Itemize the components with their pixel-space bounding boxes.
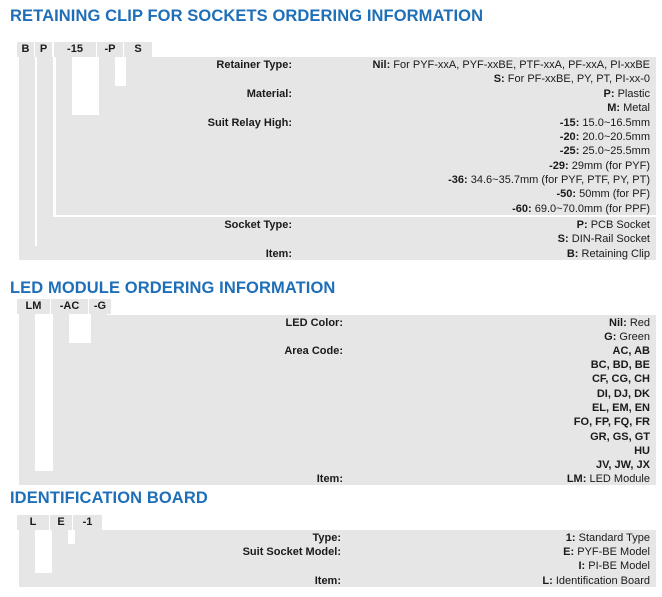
- option-text: Metal: [623, 101, 650, 114]
- option-text: LED Module: [589, 472, 650, 485]
- option-code: P: [603, 87, 611, 100]
- option-code: -36: [448, 173, 465, 186]
- option-code: Nil: [609, 316, 624, 329]
- option-code: P: [576, 218, 584, 231]
- option-code: JV, JW, JX: [595, 459, 650, 472]
- option-code: FO, FP, FQ, FR: [573, 416, 650, 429]
- option-line: [592, 372, 650, 386]
- option-line: [549, 159, 650, 173]
- option-line: [567, 472, 650, 486]
- option-code: CF, CG, CH: [591, 373, 650, 386]
- code-segment: -15: [54, 42, 96, 57]
- option-code: AC, AB: [612, 344, 650, 357]
- option-colon: :: [610, 87, 615, 100]
- field-label: Area Code:: [284, 344, 343, 357]
- option-line: [448, 173, 650, 187]
- option-code: S: [493, 72, 502, 85]
- option-colon: :: [464, 173, 468, 186]
- option-line: [567, 247, 650, 261]
- option-code: B: [566, 247, 575, 260]
- option-code: -29: [549, 159, 566, 172]
- option-code: -15: [559, 116, 576, 129]
- option-text: DIN-Rail Socket: [571, 232, 650, 245]
- option-text: Identification Board: [555, 574, 650, 587]
- option-line: [613, 344, 650, 358]
- field-label: Material:: [246, 87, 292, 100]
- option-code: L: [542, 574, 550, 587]
- option-code: EL, EM, EN: [591, 401, 650, 414]
- option-code: -60: [512, 202, 529, 215]
- option-line: [607, 101, 650, 115]
- option-line: [604, 330, 650, 344]
- field-label: Type:: [312, 531, 341, 544]
- code-segment: -P: [97, 42, 123, 57]
- option-text: Plastic: [617, 87, 650, 100]
- option-text: Standard Type: [578, 531, 650, 544]
- option-text: 20.0~20.5mm: [582, 130, 650, 143]
- option-code: DI, DJ, DK: [596, 387, 650, 400]
- option-line: [373, 58, 651, 72]
- code-segment: -1: [73, 515, 102, 530]
- code-segment: -G: [89, 299, 111, 314]
- option-colon: :: [574, 247, 579, 260]
- option-colon: :: [386, 58, 391, 71]
- option-text: PCB Socket: [590, 218, 650, 231]
- option-text: 69.0~70.0mm (for PPF): [534, 202, 650, 215]
- option-line: [609, 316, 650, 330]
- option-text: Green: [619, 330, 650, 343]
- option-line: [578, 559, 650, 573]
- code-segment: LM: [17, 299, 50, 314]
- bracket-band: [19, 246, 656, 260]
- option-code: Nil: [372, 58, 387, 71]
- bracket-stem: [19, 314, 35, 485]
- option-text: For PF-xxBE, PY, PT, PI-xx-0: [507, 72, 650, 85]
- option-code: 1: [565, 531, 572, 544]
- option-line: [556, 187, 650, 201]
- option-line: [634, 444, 650, 458]
- option-code: HU: [634, 444, 650, 457]
- field-label: LED Color:: [285, 316, 343, 329]
- option-colon: :: [528, 202, 532, 215]
- option-text: 50mm (for PF): [579, 188, 650, 201]
- option-colon: :: [581, 559, 586, 572]
- option-line: [574, 415, 650, 429]
- option-line: [563, 545, 650, 559]
- option-code: -25: [559, 145, 576, 158]
- option-colon: :: [572, 188, 577, 201]
- option-line: [591, 358, 650, 372]
- option-code: -50: [556, 188, 573, 201]
- option-code: G: [604, 330, 613, 343]
- option-line: [566, 531, 650, 545]
- option-code: S: [557, 232, 566, 245]
- bracket-band: [53, 343, 656, 472]
- option-code: LM: [566, 472, 583, 485]
- option-colon: :: [575, 145, 580, 158]
- code-segment: E: [50, 515, 72, 530]
- option-code: M: [607, 101, 617, 114]
- option-colon: :: [501, 72, 505, 85]
- option-text: Red: [629, 316, 650, 329]
- option-text: 29mm (for PYF): [571, 159, 650, 172]
- field-label: Item:: [265, 247, 292, 260]
- field-label: Item:: [316, 472, 343, 485]
- option-code: GR, GS, GT: [590, 430, 650, 443]
- option-code: BC, BD, BE: [590, 358, 650, 371]
- field-label: Retainer Type:: [216, 58, 292, 71]
- option-line: [542, 574, 650, 588]
- option-code: E: [563, 545, 571, 558]
- led-module-title: LED MODULE ORDERING INFORMATION: [10, 279, 336, 297]
- option-line: [512, 202, 650, 216]
- option-colon: :: [570, 545, 575, 558]
- option-line: [590, 430, 650, 444]
- option-line: [604, 87, 650, 101]
- field-label: Suit Socket Model:: [242, 545, 341, 558]
- code-segment: S: [124, 42, 152, 57]
- option-text: 25.0~25.5mm: [582, 145, 650, 158]
- field-label: Suit Relay High:: [207, 116, 292, 129]
- bracket-band: [99, 86, 656, 115]
- code-segment: P: [35, 42, 52, 57]
- option-line: [592, 401, 650, 415]
- option-text: 34.6~35.7mm (for PYF, PTF, PY, PT): [470, 173, 650, 186]
- code-segment: -AC: [51, 299, 88, 314]
- option-line: [560, 116, 650, 130]
- bracket-stem: [19, 57, 35, 260]
- field-label: Item:: [314, 574, 341, 587]
- code-segment: L: [17, 515, 49, 530]
- option-colon: :: [565, 232, 569, 245]
- option-colon: :: [575, 116, 580, 129]
- retaining-clip-title: RETAINING CLIP FOR SOCKETS ORDERING INFORMATION: [10, 7, 484, 25]
- field-label: Socket Type:: [224, 218, 292, 231]
- option-code: -20: [559, 130, 576, 143]
- option-colon: :: [575, 130, 580, 143]
- option-colon: :: [571, 531, 576, 544]
- option-line: [558, 232, 650, 246]
- option-colon: :: [582, 472, 587, 485]
- code-segment: B: [17, 42, 34, 57]
- bracket-band: [91, 315, 656, 344]
- option-colon: :: [623, 316, 627, 329]
- option-text: PYF-BE Model: [577, 545, 650, 558]
- option-colon: :: [583, 218, 588, 231]
- option-colon: :: [565, 159, 569, 172]
- option-text: PI-BE Model: [588, 559, 650, 572]
- option-text: Retaining Clip: [581, 247, 650, 260]
- option-line: [494, 72, 650, 86]
- option-colon: :: [612, 330, 617, 343]
- option-text: For PYF-xxA, PYF-xxBE, PTF-xxA, PF-xxA, PI-xxBE: [393, 58, 650, 71]
- option-colon: :: [549, 574, 553, 587]
- identification-board-title: IDENTIFICATION BOARD: [10, 489, 208, 507]
- option-colon: :: [616, 101, 621, 114]
- option-code: I: [578, 559, 582, 572]
- option-line: [560, 144, 650, 158]
- option-line: [597, 387, 650, 401]
- option-line: [577, 218, 650, 232]
- option-line: [560, 130, 650, 144]
- option-text: 15.0~16.5mm: [582, 116, 650, 129]
